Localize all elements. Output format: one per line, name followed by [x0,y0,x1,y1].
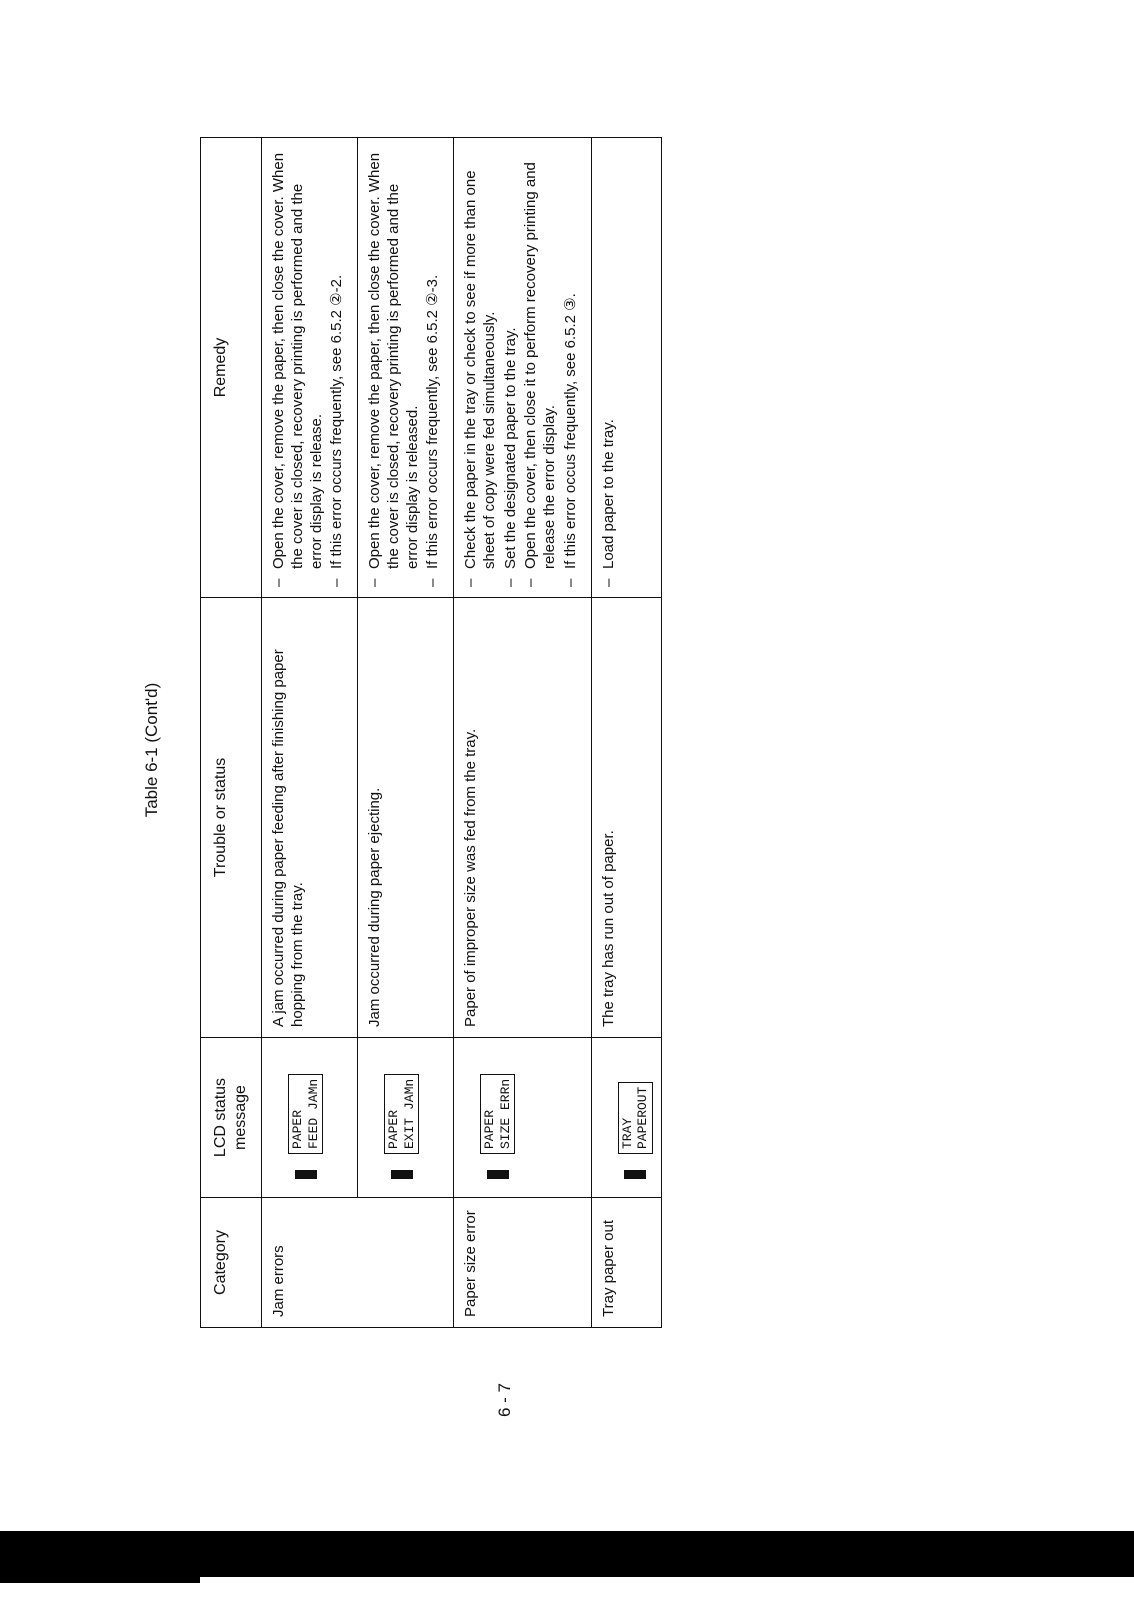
scan-edge-notch [0,1577,200,1583]
lcd-cursor-block [295,1170,317,1179]
lcd-line-2: SIZE ERRn [497,1078,513,1149]
category-cell: Tray paper out [591,1198,661,1328]
remedy-dash: – [424,578,442,587]
lcd-line-1: PAPER [290,1109,305,1149]
trouble-table [200,137,662,1328]
remedy-text: If this error occus frequently, see 6.5.2 ③. [561,293,579,569]
trouble-cell: Jam occurred during paper ejecting. [358,598,454,1038]
category-cell [358,1198,454,1328]
trouble-cell: Paper of improper size was fed from the tray. [454,598,592,1038]
remedy-item [270,148,326,587]
remedy-text: Set the designated paper to the tray. [501,327,519,569]
trouble-cell: A jam occurred during paper feeding after finishing paper hopping from the tray. [262,598,358,1038]
lcd-line-1: TRAY [619,1117,635,1149]
lcd-cell [454,1038,592,1198]
table-caption: Table 6-1 (Cont'd) [142,682,161,818]
scan-edge-bar [0,1531,1134,1577]
remedy-dash: – [270,578,287,587]
remedy-cell [262,138,358,598]
remedy-text: Load paper to the tray. [599,419,617,569]
remedy-text: Open the cover, remove the paper, then close the cover. When the cover is closed, recovery printing is performed and the error display is release. [270,152,325,569]
remedy-cell [591,138,661,598]
remedy-dash: – [501,578,519,587]
remedy-item [328,148,347,587]
remedy-text: Check the paper in the tray or check to see if more than one sheet of copy were fed simultaneously. [462,170,498,569]
remedy-item [502,148,521,587]
remedy-item [522,148,560,587]
category-cell: Paper size error [454,1198,592,1328]
remedy-dash: – [561,578,579,587]
header-remedy: Remedy [201,138,262,598]
lcd-line-1: PAPER [482,1109,497,1149]
lcd-cursor-block [624,1170,646,1179]
page-number: 6 - 7 [495,1382,514,1418]
table-row [591,138,661,1328]
table-row [262,138,358,1328]
remedy-item [424,148,443,587]
remedy-cell [358,138,454,598]
table-row [454,138,592,1328]
remedy-dash: – [522,578,540,587]
remedy-dash: – [328,578,346,587]
header-lcd: LCD status message [201,1038,262,1198]
lcd-line-2: EXIT JAMn [401,1078,417,1149]
lcd-line-2: FEED JAMn [305,1078,321,1149]
lcd-cell [262,1038,358,1198]
table-header-row [201,138,262,1328]
lcd-message-box [480,1074,515,1154]
remedy-dash: – [599,578,617,587]
remedy-item [562,148,581,587]
remedy-dash: – [366,578,383,587]
lcd-cursor-block [487,1170,509,1179]
lcd-message-box [288,1074,323,1154]
lcd-cursor-block [391,1170,413,1179]
remedy-text: Open the cover, remove the paper, then close the cover. When the cover is closed, recovery printing is performed and the error display is released. [366,152,421,569]
category-cell: Jam errors [262,1198,358,1328]
remedy-item [600,148,619,587]
lcd-cell [591,1038,661,1198]
header-trouble: Trouble or status [201,598,262,1038]
remedy-item [366,148,422,587]
remedy-item [462,148,500,587]
remedy-text: If this error occurs frequently, see 6.5.2 ②-2. [328,274,346,569]
lcd-line-2: PAPEROUT [635,1086,651,1149]
header-category: Category [201,1198,262,1328]
lcd-message-box [384,1074,419,1154]
trouble-cell: The tray has run out of paper. [591,598,661,1038]
lcd-cell [358,1038,454,1198]
lcd-line-1: PAPER [386,1109,401,1149]
remedy-cell [454,138,592,598]
rotated-content [130,130,890,1370]
remedy-text: If this error occurs frequently, see 6.5.2 ②-3. [424,274,442,569]
remedy-dash: – [462,578,479,587]
remedy-text: Open the cover, then close it to perform recovery printing and release the error display. [522,162,558,569]
lcd-message-box [618,1082,653,1154]
table-row [358,138,454,1328]
